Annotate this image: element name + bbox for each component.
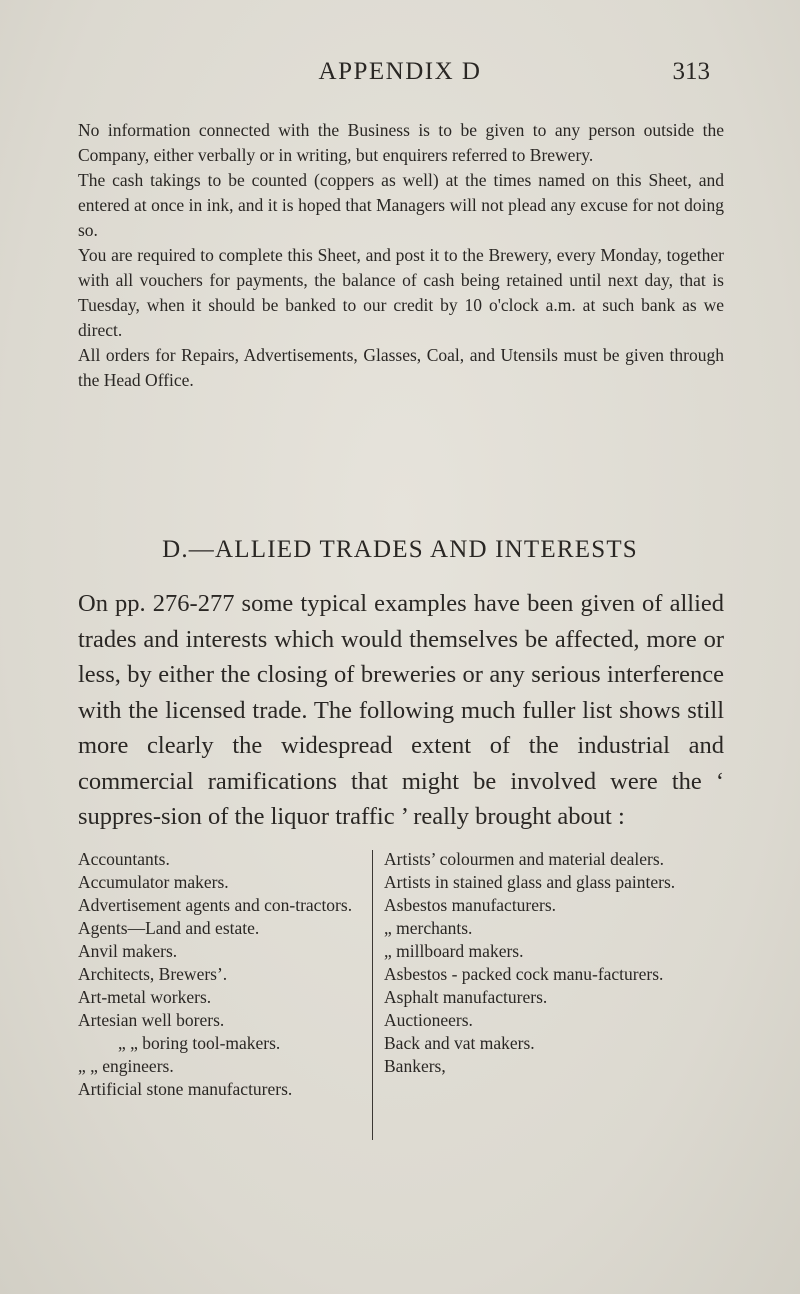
paragraph-information: No information connected with the Business is to be given to any person outside the Company, either verbally or in writing, but enquirers referred to Brewery. [78,120,724,165]
list-item: Auctioneers. [384,1010,473,1030]
trades-list-left-column [78,848,363,1101]
list-item: „ „ engineers. [78,1056,174,1076]
paragraph-cash-takings: The cash takings to be counted (coppers as well) at the times named on this Sheet, and entered at once in ink, and it is hoped that Managers will not plead any excuse for not doing so. [78,170,724,240]
list-item: Artists’ colourmen and material dealers. [384,849,665,869]
instructions-text [78,118,724,393]
list-item: Advertisement agents and con-tractors. [78,895,353,915]
column-divider [372,850,373,1140]
list-item: Asbestos - packed cock manu-facturers. [384,964,664,984]
list-item: Back and vat makers. [384,1033,535,1053]
list-item: Accountants. [78,849,170,869]
page-number: 313 [672,58,710,85]
section-lead-paragraph: On pp. 276-277 some typical examples have been given of allied trades and interests which would themselves be affected, more or less, by either the closing of breweries or any serious interference with the licensed trade. The following much fuller list shows still more clearly the widespread extent of the industrial and commercial ramifications that might be involved were the ‘ suppres-sion of the liquor traffic ’ really brought about : [78,590,724,830]
list-item: „ millboard makers. [384,941,524,961]
section-title: D.—ALLIED TRADES AND INTERESTS [162,536,638,563]
running-head: APPENDIX D [318,58,482,85]
list-item: Anvil makers. [78,941,178,961]
list-item: „ merchants. [384,918,473,938]
list-item: Asphalt manufacturers. [384,987,548,1007]
list-item: Agents—Land and estate. [78,918,260,938]
list-item: Artificial stone manufacturers. [78,1079,293,1099]
list-item: Asbestos manufacturers. [384,895,557,915]
paragraph-complete-sheet: You are required to complete this Sheet, and post it to the Brewery, every Monday, together with all vouchers for payments, the balance of cash being retained until next day, that is Tuesday, when it should be banked to our credit by 10 o'clock a.m. at such bank as we direct. [78,245,724,340]
list-item: Accumulator makers. [78,872,229,892]
list-item: Artists in stained glass and glass painters. [384,872,676,892]
list-item: Artesian well borers. [78,1010,225,1030]
list-item: „ „ boring tool-makers. [118,1033,281,1053]
page-header [0,40,800,90]
list-item: Bankers, [384,1056,446,1076]
list-item: Art-metal workers. [78,987,212,1007]
trades-list-right-column [384,848,710,1078]
list-item: Architects, Brewers’. [78,964,228,984]
paragraph-orders: All orders for Repairs, Advertisements, Glasses, Coal, and Utensils must be given through the Head Office. [78,345,724,390]
